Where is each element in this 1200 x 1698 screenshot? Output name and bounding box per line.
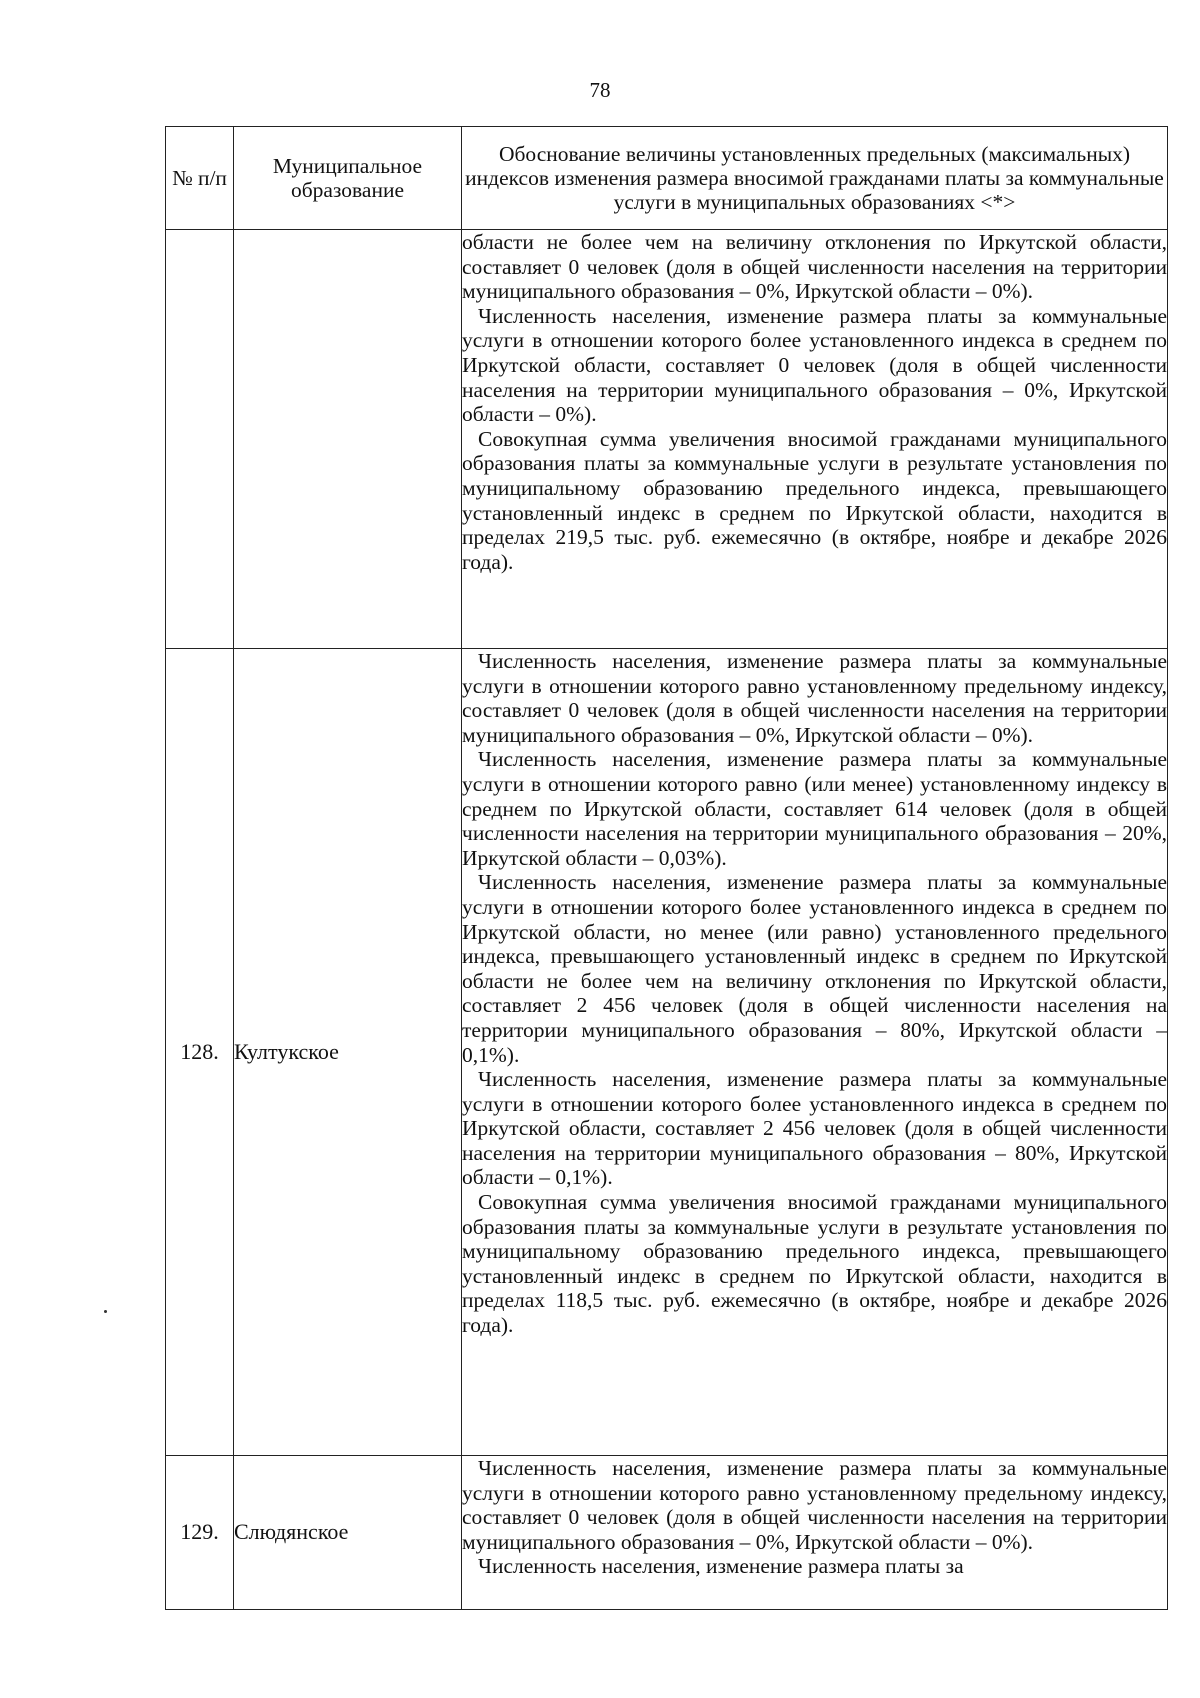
row-justification: [462, 230, 1168, 649]
header-number: № п/п: [166, 127, 234, 230]
paragraph: Численность населения, изменение размера платы за коммунальные услуги в отношении которого более установленного индекса в среднем по Иркутской области, но менее (или равно) установленного предельного индекса, превышающего установленный индекс в среднем по Иркутской области не более чем на величину отклонения по Иркутской области, составляет 2 456 человек (доля в общей численности населения на территории муниципального образования – 80%, Иркутской области – 0,1%).: [462, 870, 1167, 1067]
paragraph: Численность населения, изменение размера платы за коммунальные услуги в отношении которого более установленного индекса в среднем по Иркутской области, составляет 0 человек (доля в общей численности населения на территории муниципального образования – 0%, Иркутской области – 0%).: [462, 303, 1167, 427]
table-header-row: [166, 127, 1168, 230]
tariff-justification-table: [165, 126, 1168, 1610]
table-row: [166, 1456, 1168, 1610]
paragraph: Численность населения, изменение размера платы за коммунальные услуги в отношении которого равно установленному предельному индексу, составляет 0 человек (доля в общей численности населения на территории муниципального образования – 0%, Иркутской области – 0%).: [462, 1456, 1167, 1554]
row-number: 128.: [166, 649, 234, 1456]
row-municipality: Култукское: [234, 649, 462, 1456]
paragraph: Совокупная сумма увеличения вносимой гражданами муниципального образования платы за коммунальные услуги в результате установления по муниципальному образованию предельного индекса, превышающего установленный индекс в среднем по Иркутской области, находится в пределах 118,5 тыс. руб. ежемесячно (в октябре, ноябре и декабре 2026 года).: [462, 1190, 1167, 1338]
paragraph: области не более чем на величину отклонения по Иркутской области, составляет 0 человек (доля в общей численности населения на территории муниципального образования – 0%, Иркутской области – 0%).: [462, 230, 1167, 304]
row-number: 129.: [166, 1456, 234, 1610]
table-row: [166, 230, 1168, 649]
row-justification: [462, 1456, 1168, 1610]
paragraph: Численность населения, изменение размера платы за коммунальные услуги в отношении которого равно (или менее) установленному индексу в среднем по Иркутской области, составляет 614 человек (доля в общей численности населения на территории муниципального образования – 20%, Иркутской области – 0,03%).: [462, 747, 1167, 870]
row-number: [166, 230, 234, 649]
paragraph: Численность населения, изменение размера платы за коммунальные услуги в отношении которого более установленного индекса в среднем по Иркутской области, составляет 2 456 человек (доля в общей численности населения на территории муниципального образования – 80%, Иркутской области – 0,1%).: [462, 1067, 1167, 1190]
paragraph: Численность населения, изменение размера платы за: [478, 1554, 964, 1579]
paragraph: Совокупная сумма увеличения вносимой гражданами муниципального образования платы за коммунальные услуги в результате установления по муниципальному образованию предельного индекса, превышающего установленный индекс в среднем по Иркутской области, находится в пределах 219,5 тыс. руб. ежемесячно (в октябре, ноябре и декабре 2026 года).: [462, 426, 1167, 574]
row-municipality: Слюдянское: [234, 1456, 462, 1610]
row-justification: [462, 649, 1168, 1456]
row-municipality: [234, 230, 462, 649]
scan-speck: [104, 1310, 107, 1313]
page-number: 78: [589, 78, 611, 102]
header-justification: Обоснование величины установленных предельных (максимальных) индексов изменения размера вносимой гражданами платы за коммунальные услуги в муниципальных образованиях <*>: [462, 127, 1168, 230]
paragraph: Численность населения, изменение размера платы за коммунальные услуги в отношении которого равно установленному предельному индексу, составляет 0 человек (доля в общей численности населения на территории муниципального образования – 0%, Иркутской области – 0%).: [462, 649, 1167, 747]
header-municipality: Муниципальное образование: [234, 127, 462, 230]
table-row: [166, 649, 1168, 1456]
